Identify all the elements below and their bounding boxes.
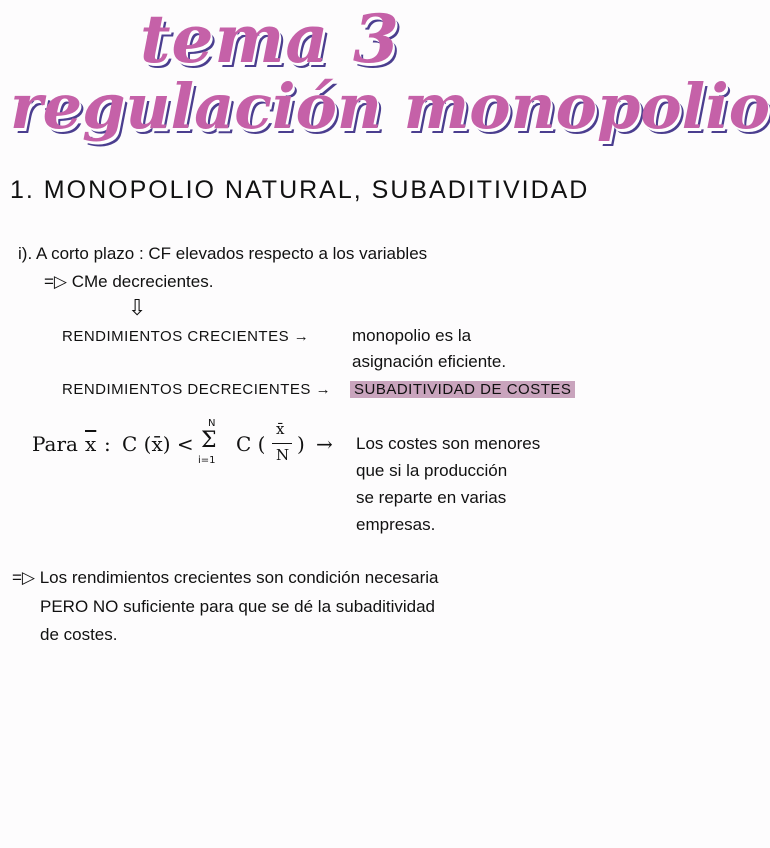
formula-c: C (	[236, 432, 266, 456]
formula-arrow: →	[316, 432, 333, 456]
formula-xbar: $\overline{x}$	[85, 432, 97, 456]
formula-sum-symbol: Σ	[201, 428, 217, 453]
monopolio-line-1: monopolio es la	[352, 326, 472, 345]
subaditividad-highlight: SUBADITIVIDAD DE COSTES	[350, 381, 575, 398]
down-arrow-icon: ⇩	[128, 296, 147, 321]
formula-lhs: C (x̄) <	[122, 432, 194, 456]
formula-colon: :	[104, 432, 111, 456]
formula-fraction-bar	[272, 443, 292, 444]
monopolio-line-2: asignación eficiente.	[352, 352, 507, 371]
rendimientos-crecientes: RENDIMIENTOS CRECIENTES →	[62, 328, 310, 345]
point-i-line-1: i). A corto plazo : CF elevados respecto a los variables	[18, 244, 428, 263]
formula-fraction-numerator: x̄	[276, 420, 285, 438]
formula-close-paren: )	[297, 432, 305, 456]
section-heading: 1. MONOPOLIO NATURAL, SUBADITIVIDAD	[10, 176, 590, 204]
conclusion-line-2: PERO NO suficiente para que se dé la subaditividad	[40, 597, 436, 616]
rendimientos-decrecientes: RENDIMIENTOS DECRECIENTES →	[62, 381, 332, 398]
title-line-2: regulación monopolio	[10, 70, 770, 143]
point-i-line-2: =▷ CMe decrecientes.	[44, 272, 214, 291]
formula-sum-top: N	[208, 418, 216, 429]
formula-fraction-denominator: N	[276, 446, 290, 464]
result-line-4: empresas.	[356, 515, 436, 534]
result-line-1: Los costes son menores	[356, 434, 541, 453]
formula-para: Para	[32, 432, 78, 456]
title-line-1: tema 3	[140, 0, 400, 78]
conclusion-line-1: =▷ Los rendimientos crecientes son condición necesaria	[12, 568, 439, 587]
result-line-2: que si la producción	[356, 461, 508, 480]
result-line-3: se reparte en varias	[356, 488, 507, 507]
conclusion-line-3: de costes.	[40, 625, 118, 644]
formula-sum-bottom: i=1	[198, 455, 216, 466]
